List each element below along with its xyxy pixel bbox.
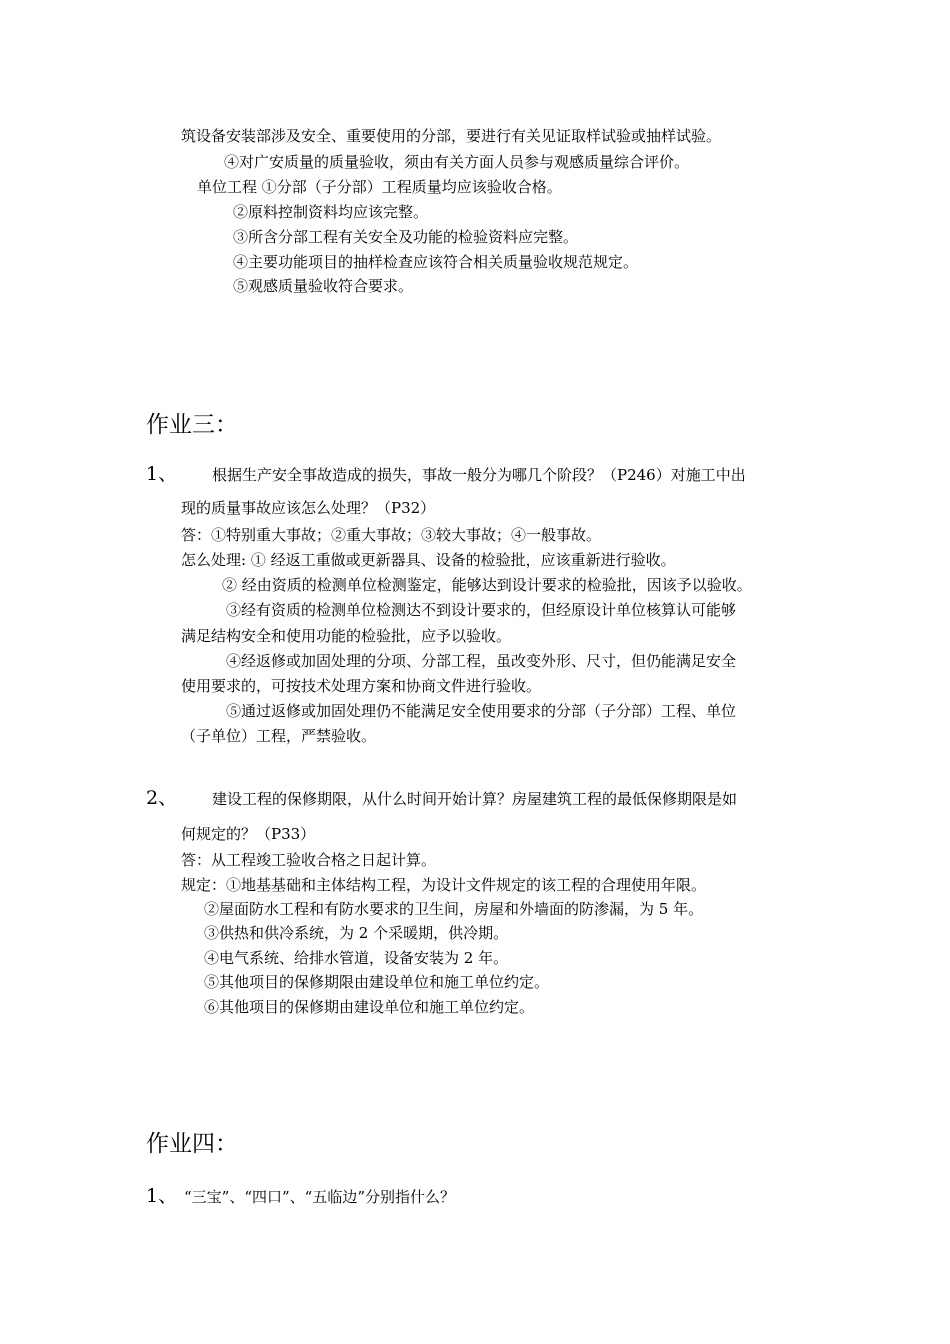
section-heading: 作业四： [146,1131,238,1157]
answer-text: 怎么处理: ① 经返工重做或更新器具、设备的检验批，应该重新进行验收。 [181,551,676,569]
question-text: 建设工程的保修期限，从什么时间开始计算？房屋建筑工程的最低保修期限是如 [212,790,738,808]
answer-text: 答：①特别重大事故；②重大事故；③较大事故；④一般事故。 [181,526,602,544]
question-text: “三宝”、“四口”、“五临边”分别指什么？ [184,1188,456,1206]
section-heading: 作业三： [146,412,238,438]
answer-text: ⑥其他项目的保修期由建设单位和施工单位约定。 [204,998,535,1016]
answer-text: ③供热和供冷系统，为 2 个采暖期，供冷期。 [204,924,509,942]
question-number: 1、 [146,1185,178,1207]
text-line: ②原料控制资料均应该完整。 [233,203,429,221]
answer-text: ②屋面防水工程和有防水要求的卫生间，房屋和外墙面的防渗漏，为 5 年。 [204,900,704,918]
text-line: ③所含分部工程有关安全及功能的检验资料应完整。 [233,228,579,246]
answer-text: 满足结构安全和使用功能的检验批，应予以验收。 [181,627,512,645]
text-line: ⑤观感质量验收符合要求。 [233,277,414,295]
answer-text: ④经返修或加固处理的分项、分部工程，虽改变外形、尺寸，但仍能满足安全 [226,652,737,670]
text-line: 单位工程 ①分部（子分部）工程质量均应该验收合格。 [197,178,562,196]
answer-text: ⑤其他项目的保修期限由建设单位和施工单位约定。 [204,973,550,991]
text-line: 筑设备安装部涉及安全、重要使用的分部，要进行有关见证取样试验或抽样试验。 [181,127,722,145]
answer-text: ④电气系统、给排水管道，设备安装为 2 年。 [204,949,509,967]
question-text: 根据生产安全事故造成的损失，事故一般分为哪几个阶段？（P246）对施工中出 [212,466,746,484]
answer-text: 答：从工程竣工验收合格之日起计算。 [181,851,437,869]
text-line: ④对广安质量的质量验收，须由有关方面人员参与观感质量综合评价。 [224,153,690,171]
answer-text: ② 经由资质的检测单位检测鉴定，能够达到设计要求的检验批，因该予以验收。 [222,576,752,594]
text-line: ④主要功能项目的抽样检查应该符合相关质量验收规范规定。 [233,253,639,271]
question-number: 2、 [146,787,178,809]
answer-text: 使用要求的，可按技术处理方案和协商文件进行验收。 [181,677,542,695]
answer-text: 规定：①地基基础和主体结构工程，为设计文件规定的该工程的合理使用年限。 [181,876,707,894]
question-text: 现的质量事故应该怎么处理？（P32） [181,499,436,517]
answer-text: （子单位）工程，严禁验收。 [181,727,377,745]
answer-text: ③经有资质的检测单位检测达不到设计要求的，但经原设计单位核算认可能够 [226,601,737,619]
question-number: 1、 [146,463,178,485]
answer-text: ⑤通过返修或加固处理仍不能满足安全使用要求的分部（子分部）工程、单位 [226,702,737,720]
question-text: 何规定的？（P33） [181,825,316,843]
